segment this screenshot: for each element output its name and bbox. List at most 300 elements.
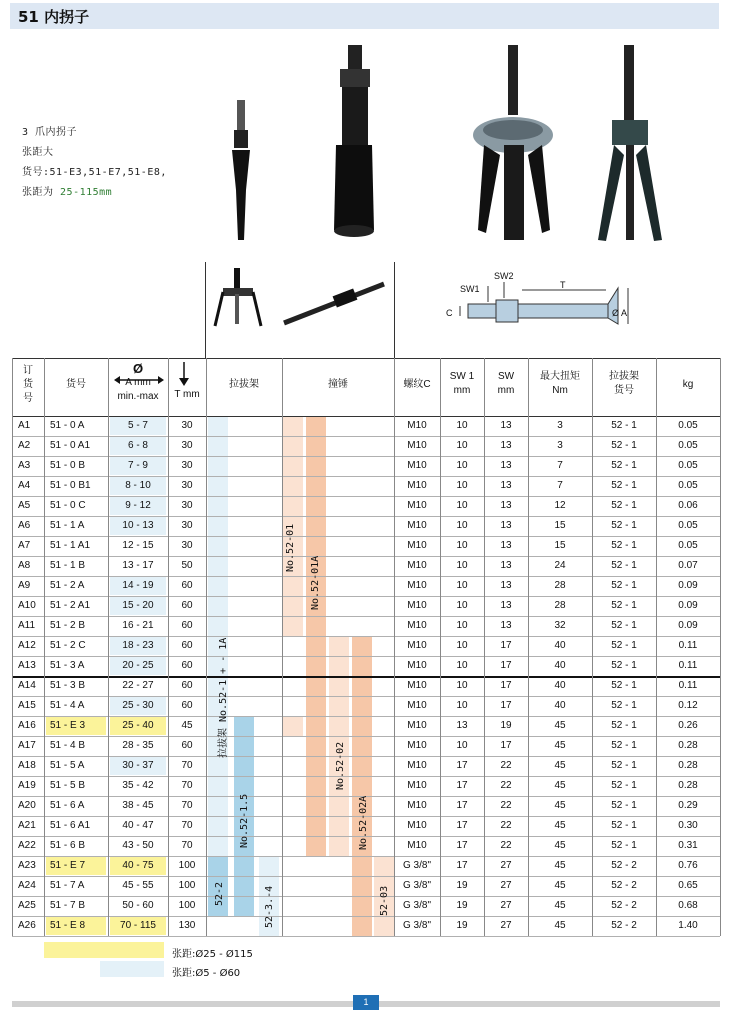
table-cell: 51 - 5 B bbox=[50, 780, 86, 791]
column-divider bbox=[12, 358, 13, 936]
header-order-no-1: 订 bbox=[23, 365, 33, 376]
table-cell: 30 bbox=[181, 420, 193, 431]
table-cell: A18 bbox=[18, 760, 36, 771]
table-cell: M10 bbox=[407, 660, 427, 671]
table-cell: 52 - 1 bbox=[611, 720, 637, 731]
table-cell: 0.31 bbox=[678, 840, 698, 851]
table-cell: A23 bbox=[18, 860, 36, 871]
table-cell: 10 bbox=[456, 500, 468, 511]
table-cell: 0.26 bbox=[678, 720, 698, 731]
table-cell: M10 bbox=[407, 560, 427, 571]
table-cell: 0.65 bbox=[678, 880, 698, 891]
table-cell: 45 bbox=[554, 880, 566, 891]
row-divider bbox=[12, 776, 720, 777]
table-cell: G 3/8" bbox=[402, 860, 431, 871]
table-cell: 51 - 6 A1 bbox=[50, 820, 91, 831]
table-cell: 17 bbox=[456, 820, 468, 831]
table-cell: 8 - 10 bbox=[125, 480, 151, 491]
table-cell: 52 - 1 bbox=[611, 760, 637, 771]
table-cell: 70 - 115 bbox=[120, 920, 156, 931]
desc-line-4-unit: mm bbox=[99, 187, 113, 198]
table-cell: M10 bbox=[407, 640, 427, 651]
table-cell: A16 bbox=[18, 720, 36, 731]
row-divider bbox=[12, 676, 720, 678]
table-cell: 0.07 bbox=[678, 560, 698, 571]
page-title: 51 内拐子 bbox=[18, 8, 90, 26]
table-cell: 18 - 23 bbox=[122, 640, 154, 651]
row-divider bbox=[12, 656, 720, 657]
legend-yellow-swatch bbox=[44, 942, 164, 958]
table-cell: 51 - 2 C bbox=[50, 640, 86, 651]
row-divider bbox=[12, 896, 720, 897]
hammer-label-h1: No.52-01 bbox=[285, 523, 296, 572]
table-cell: M10 bbox=[407, 420, 427, 431]
table-cell: 40 bbox=[554, 700, 566, 711]
header-torque-unit: Nm bbox=[552, 385, 568, 396]
table-cell: 52 - 1 bbox=[611, 560, 637, 571]
table-cell: 22 bbox=[500, 780, 512, 791]
table-cell: 52 - 1 bbox=[611, 520, 637, 531]
diameter-symbol: Ø bbox=[132, 361, 144, 376]
table-cell: 40 bbox=[554, 680, 566, 691]
table-cell: 60 bbox=[181, 700, 193, 711]
table-cell: 13 bbox=[500, 580, 512, 591]
table-cell: 45 bbox=[554, 840, 566, 851]
table-cell: 19 bbox=[500, 720, 512, 731]
depth-arrow-icon bbox=[179, 362, 189, 386]
table-cell: 51 - 1 B bbox=[50, 560, 86, 571]
table-cell: 10 bbox=[456, 480, 468, 491]
header-sw1-unit: mm bbox=[453, 385, 471, 396]
table-cell: M10 bbox=[407, 820, 427, 831]
table-cell: 52 - 1 bbox=[611, 700, 637, 711]
table-cell: 52 - 1 bbox=[611, 480, 637, 491]
table-cell: 60 bbox=[181, 640, 193, 651]
table-cell: 52 - 1 bbox=[611, 780, 637, 791]
table-cell: 52 - 1 bbox=[611, 500, 637, 511]
table-cell: 10 bbox=[456, 620, 468, 631]
table-top-border bbox=[12, 358, 720, 359]
row-divider bbox=[12, 496, 720, 497]
table-cell: 51 - 0 A bbox=[50, 420, 85, 431]
table-cell: 0.09 bbox=[678, 580, 698, 591]
table-cell: 40 bbox=[554, 660, 566, 671]
table-cell: 0.12 bbox=[678, 700, 698, 711]
table-cell: 9 - 12 bbox=[125, 500, 151, 511]
header-a-mm: A mm bbox=[125, 377, 151, 388]
header-frame-no bbox=[592, 370, 656, 398]
table-cell: 45 bbox=[554, 900, 566, 911]
table-cell: 19 bbox=[456, 900, 468, 911]
table-cell: A6 bbox=[18, 520, 31, 531]
spec-table bbox=[12, 358, 720, 938]
table-cell: M10 bbox=[407, 600, 427, 611]
table-cell: A4 bbox=[18, 480, 31, 491]
table-cell: G 3/8" bbox=[402, 880, 431, 891]
table-cell: 25 - 30 bbox=[122, 700, 154, 711]
table-cell: M10 bbox=[407, 460, 427, 471]
table-cell: A24 bbox=[18, 880, 36, 891]
row-divider bbox=[12, 716, 720, 717]
row-divider bbox=[12, 596, 720, 597]
table-cell: 60 bbox=[181, 740, 193, 751]
table-cell: 60 bbox=[181, 680, 193, 691]
table-cell: 45 bbox=[554, 920, 566, 931]
diagram-divider-right bbox=[394, 262, 395, 359]
puller-frame-sketch bbox=[213, 268, 263, 332]
table-cell: 52 - 2 bbox=[611, 920, 637, 931]
desc-line-3: 货号:51-E3,51-E7,51-E8, bbox=[22, 167, 167, 178]
desc-line-2: 张距大 bbox=[22, 147, 54, 158]
table-cell: 30 bbox=[181, 520, 193, 531]
table-cell: G 3/8" bbox=[402, 900, 431, 911]
row-divider bbox=[12, 736, 720, 737]
row-divider bbox=[12, 576, 720, 577]
diagram-divider-left bbox=[205, 262, 206, 359]
table-cell: 45 bbox=[554, 720, 566, 731]
table-cell: 5 - 7 bbox=[127, 420, 148, 431]
puller-label-mid: No.52-1.5 bbox=[239, 793, 250, 848]
table-cell: 51 - 7 A bbox=[50, 880, 85, 891]
table-cell: A2 bbox=[18, 440, 31, 451]
table-cell: 52 - 1 bbox=[611, 420, 637, 431]
header-sw-unit: mm bbox=[497, 385, 515, 396]
puller-photo-small bbox=[222, 100, 262, 245]
table-cell: 13 bbox=[500, 520, 512, 531]
table-cell: M10 bbox=[407, 620, 427, 631]
label-c: C bbox=[446, 308, 453, 318]
table-cell: 10 bbox=[456, 700, 468, 711]
header-min-max: min.-max bbox=[117, 391, 159, 402]
header-kg: kg bbox=[682, 379, 694, 390]
table-cell: 70 bbox=[181, 800, 193, 811]
table-cell: 13 bbox=[500, 560, 512, 571]
table-cell: 45 bbox=[554, 740, 566, 751]
row-divider bbox=[12, 436, 720, 437]
diameter-arrow-icon bbox=[114, 376, 164, 384]
table-cell: 100 bbox=[178, 900, 196, 911]
header-frame-no-unit: 货号 bbox=[614, 385, 634, 396]
row-divider bbox=[12, 856, 720, 857]
header-part-no: 货号 bbox=[66, 379, 86, 390]
table-cell: 0.06 bbox=[678, 500, 698, 511]
table-cell: M10 bbox=[407, 520, 427, 531]
title-bar bbox=[10, 3, 719, 29]
table-cell: 10 bbox=[456, 740, 468, 751]
table-cell: M10 bbox=[407, 700, 427, 711]
table-cell: M10 bbox=[407, 680, 427, 691]
table-cell: 6 - 8 bbox=[127, 440, 148, 451]
table-cell: 3 bbox=[557, 440, 563, 451]
table-cell: A11 bbox=[18, 620, 36, 631]
table-cell: 17 bbox=[500, 680, 512, 691]
table-cell: 52 - 1 bbox=[611, 660, 637, 671]
header-thread-c: 螺纹C bbox=[403, 379, 431, 390]
table-cell: 7 bbox=[557, 480, 563, 491]
table-cell: A26 bbox=[18, 920, 36, 931]
table-cell: 52 - 1 bbox=[611, 820, 637, 831]
table-cell: 17 bbox=[456, 760, 468, 771]
legend-yellow-text: 张距:Ø25 - Ø115 bbox=[172, 949, 253, 960]
label-sw1: SW1 bbox=[460, 284, 480, 294]
desc-line-4 bbox=[22, 183, 112, 198]
table-cell: A3 bbox=[18, 460, 31, 471]
puller-label-low: 52-2 bbox=[214, 881, 225, 906]
table-cell: 60 bbox=[181, 620, 193, 631]
header-sw1 bbox=[440, 370, 484, 398]
column-divider bbox=[168, 358, 169, 936]
table-cell: 0.28 bbox=[678, 760, 698, 771]
table-cell: M10 bbox=[407, 840, 427, 851]
table-cell: 10 bbox=[456, 460, 468, 471]
table-cell: 45 bbox=[554, 860, 566, 871]
table-cell: 10 bbox=[456, 600, 468, 611]
table-cell: 20 - 25 bbox=[122, 660, 154, 671]
table-cell: M10 bbox=[407, 760, 427, 771]
table-cell: 17 bbox=[500, 640, 512, 651]
table-cell: M10 bbox=[407, 580, 427, 591]
header-torque bbox=[528, 370, 592, 398]
column-divider bbox=[656, 358, 657, 936]
table-cell: 50 bbox=[181, 560, 193, 571]
table-cell: 51 - E 7 bbox=[50, 860, 86, 871]
table-cell: 13 bbox=[500, 620, 512, 631]
table-cell: 60 bbox=[181, 600, 193, 611]
header-t-mm: T mm bbox=[174, 389, 200, 400]
table-cell: 17 bbox=[500, 740, 512, 751]
table-cell: 0.05 bbox=[678, 540, 698, 551]
desc-line-1: 3 爪内拐子 bbox=[22, 127, 78, 138]
table-cell: 51 - 2 A1 bbox=[50, 600, 91, 611]
table-cell: 10 bbox=[456, 560, 468, 571]
table-cell: 51 - 6 A bbox=[50, 800, 85, 811]
table-cell: 30 bbox=[181, 460, 193, 471]
table-cell: 22 bbox=[500, 760, 512, 771]
table-cell: 19 bbox=[456, 880, 468, 891]
table-cell: 13 bbox=[500, 600, 512, 611]
table-cell: 52 - 1 bbox=[611, 680, 637, 691]
table-cell: A1 bbox=[18, 420, 31, 431]
table-cell: 13 bbox=[500, 420, 512, 431]
table-cell: 27 bbox=[500, 900, 512, 911]
puller-with-frame-photo bbox=[466, 45, 562, 245]
table-cell: 0.11 bbox=[678, 660, 698, 671]
table-cell: 12 bbox=[554, 500, 566, 511]
column-divider bbox=[528, 358, 529, 936]
row-divider bbox=[12, 916, 720, 917]
table-cell: 17 bbox=[500, 700, 512, 711]
table-cell: 22 bbox=[500, 800, 512, 811]
table-cell: 1.40 bbox=[678, 920, 698, 931]
table-cell: 100 bbox=[178, 880, 196, 891]
column-divider bbox=[282, 358, 283, 936]
table-cell: 100 bbox=[178, 860, 196, 871]
table-cell: 43 - 50 bbox=[122, 840, 154, 851]
puller-photo-large bbox=[322, 45, 386, 240]
table-cell: 0.05 bbox=[678, 420, 698, 431]
table-cell: 13 - 17 bbox=[122, 560, 154, 571]
table-cell: 30 bbox=[181, 480, 193, 491]
table-cell: 30 bbox=[181, 500, 193, 511]
table-cell: M10 bbox=[407, 780, 427, 791]
table-cell: 0.68 bbox=[678, 900, 698, 911]
header-divider bbox=[12, 416, 720, 417]
page-number: 1 bbox=[353, 995, 379, 1010]
table-cell: M10 bbox=[407, 440, 427, 451]
header-sw bbox=[484, 370, 528, 398]
table-cell: 28 bbox=[554, 600, 566, 611]
table-cell: 51 - 1 A bbox=[50, 520, 85, 531]
table-cell: 0.05 bbox=[678, 520, 698, 531]
table-cell: 51 - E 3 bbox=[50, 720, 86, 731]
table-cell: 35 - 42 bbox=[122, 780, 154, 791]
table-cell: 19 bbox=[456, 920, 468, 931]
table-cell: 17 bbox=[456, 860, 468, 871]
table-cell: A21 bbox=[18, 820, 36, 831]
table-cell: 15 bbox=[554, 540, 566, 551]
table-cell: 51 - 0 C bbox=[50, 500, 86, 511]
table-cell: 45 bbox=[554, 760, 566, 771]
header-puller-frame: 拉拔架 bbox=[229, 379, 259, 390]
hammer-band-h1b bbox=[283, 716, 303, 736]
table-cell: 52 - 2 bbox=[611, 880, 637, 891]
table-cell: 51 - E 8 bbox=[50, 920, 86, 931]
column-divider bbox=[720, 358, 721, 936]
table-cell: 10 bbox=[456, 660, 468, 671]
table-cell: 60 bbox=[181, 660, 193, 671]
table-cell: 13 bbox=[500, 480, 512, 491]
table-cell: 24 bbox=[554, 560, 566, 571]
table-cell: 10 bbox=[456, 640, 468, 651]
table-cell: 52 - 1 bbox=[611, 620, 637, 631]
table-cell: 17 bbox=[456, 800, 468, 811]
column-divider bbox=[206, 358, 207, 936]
row-divider bbox=[12, 876, 720, 877]
table-cell: 17 bbox=[500, 660, 512, 671]
label-sw2: SW2 bbox=[494, 271, 514, 281]
column-divider bbox=[440, 358, 441, 936]
table-cell: 0.11 bbox=[678, 640, 698, 651]
table-cell: 13 bbox=[456, 720, 468, 731]
puller-label-low2: 52-3.-4 bbox=[264, 885, 275, 928]
row-divider bbox=[12, 556, 720, 557]
table-cell: A8 bbox=[18, 560, 31, 571]
table-cell: 16 - 21 bbox=[122, 620, 154, 631]
table-cell: 13 bbox=[500, 500, 512, 511]
table-cell: 0.30 bbox=[678, 820, 698, 831]
row-divider bbox=[12, 936, 720, 937]
table-cell: 51 - 0 B bbox=[50, 460, 86, 471]
column-divider bbox=[592, 358, 593, 936]
table-cell: 52 - 1 bbox=[611, 440, 637, 451]
table-cell: M10 bbox=[407, 480, 427, 491]
table-cell: 27 bbox=[500, 860, 512, 871]
table-cell: 52 - 1 bbox=[611, 800, 637, 811]
table-cell: A20 bbox=[18, 800, 36, 811]
table-cell: 45 - 55 bbox=[122, 880, 154, 891]
legend-blue-text: 张距:Ø5 - Ø60 bbox=[172, 968, 241, 979]
table-cell: 40 - 47 bbox=[122, 820, 154, 831]
desc-line-4-value: 25-115 bbox=[60, 187, 100, 198]
row-divider bbox=[12, 536, 720, 537]
table-cell: 28 - 35 bbox=[122, 740, 154, 751]
table-cell: 22 bbox=[500, 840, 512, 851]
dimension-diagram bbox=[440, 268, 652, 328]
table-cell: 10 bbox=[456, 580, 468, 591]
table-cell: 0.28 bbox=[678, 740, 698, 751]
header-sw-label: SW bbox=[497, 371, 515, 382]
table-cell: A9 bbox=[18, 580, 31, 591]
hammer-label-h5: 52-03 bbox=[379, 885, 390, 916]
table-cell: A17 bbox=[18, 740, 36, 751]
table-cell: 13 bbox=[500, 460, 512, 471]
table-cell: 38 - 45 bbox=[122, 800, 154, 811]
table-cell: A5 bbox=[18, 500, 31, 511]
table-cell: 60 bbox=[181, 580, 193, 591]
table-cell: 30 - 37 bbox=[122, 760, 154, 771]
header-order-no bbox=[12, 364, 44, 406]
table-cell: 10 bbox=[456, 520, 468, 531]
table-cell: 32 bbox=[554, 620, 566, 631]
row-divider bbox=[12, 456, 720, 457]
table-cell: 52 - 1 bbox=[611, 840, 637, 851]
table-cell: 45 bbox=[554, 780, 566, 791]
label-a: Ø A bbox=[612, 308, 628, 318]
table-cell: 52 - 1 bbox=[611, 740, 637, 751]
table-cell: 45 bbox=[181, 720, 193, 731]
table-cell: 10 bbox=[456, 420, 468, 431]
table-cell: 15 bbox=[554, 520, 566, 531]
table-cell: 40 bbox=[554, 640, 566, 651]
table-cell: 27 bbox=[500, 920, 512, 931]
table-cell: 0.05 bbox=[678, 480, 698, 491]
table-cell: 12 - 15 bbox=[122, 540, 154, 551]
table-cell: 51 - 3 A bbox=[50, 660, 85, 671]
table-cell: 10 bbox=[456, 680, 468, 691]
table-cell: 52 - 1 bbox=[611, 640, 637, 651]
table-cell: 0.76 bbox=[678, 860, 698, 871]
table-cell: 10 - 13 bbox=[122, 520, 154, 531]
table-cell: 52 - 1 bbox=[611, 600, 637, 611]
hammer-label-h2: No.52-01A bbox=[310, 555, 321, 610]
column-divider bbox=[484, 358, 485, 936]
table-cell: 0.05 bbox=[678, 440, 698, 451]
table-cell: A22 bbox=[18, 840, 36, 851]
column-divider bbox=[394, 358, 395, 936]
table-cell: A10 bbox=[18, 600, 36, 611]
table-cell: 45 bbox=[554, 800, 566, 811]
header-order-no-3: 号 bbox=[23, 393, 33, 404]
table-cell: A13 bbox=[18, 660, 36, 671]
table-cell: 10 bbox=[456, 440, 468, 451]
table-cell: A12 bbox=[18, 640, 36, 651]
table-cell: M10 bbox=[407, 500, 427, 511]
table-cell: 51 - 4 B bbox=[50, 740, 86, 751]
row-divider bbox=[12, 516, 720, 517]
puller-label-main: 拉拔架 No.52-1 + - 1A bbox=[218, 637, 229, 758]
table-cell: 7 - 9 bbox=[127, 460, 148, 471]
table-cell: 52 - 2 bbox=[611, 860, 637, 871]
header-sw1-label: SW 1 bbox=[449, 371, 475, 382]
table-cell: 51 - 4 A bbox=[50, 700, 85, 711]
table-cell: 0.28 bbox=[678, 780, 698, 791]
table-cell: 52 - 1 bbox=[611, 580, 637, 591]
row-divider bbox=[12, 636, 720, 637]
table-cell: A25 bbox=[18, 900, 36, 911]
hammer-label-h4: No.52-02A bbox=[358, 795, 369, 850]
hammer-label-h3: No.52-02 bbox=[335, 741, 346, 790]
row-divider bbox=[12, 696, 720, 697]
